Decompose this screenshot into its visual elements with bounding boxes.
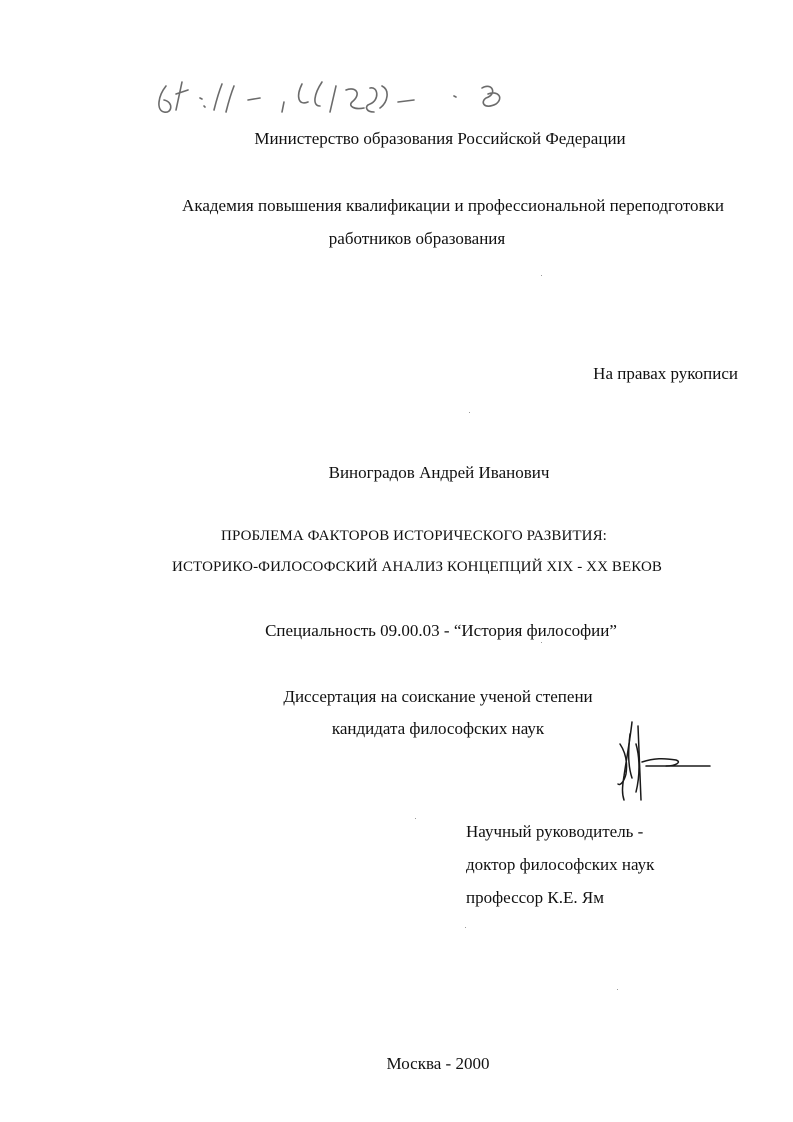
scan-speck [415,818,416,819]
handwritten-archive-number [152,72,522,134]
academy-name-line2: работников образования [328,229,506,248]
specialty: Специальность 09.00.03 - “История философии” [265,621,617,640]
scan-speck [465,927,466,928]
manuscript-rights: На правах рукописи [593,364,738,383]
supervisor-name: профессор К.Е. Ям [466,888,604,907]
degree-line2: кандидата философских наук [331,719,545,738]
supervisor-degree: доктор философских наук [466,855,655,874]
author-name: Виноградов Андрей Иванович [328,463,550,482]
scan-speck [469,412,470,413]
city-year: Москва - 2000 [386,1054,490,1073]
dissertation-title-line1: ПРОБЛЕМА ФАКТОРОВ ИСТОРИЧЕСКОГО РАЗВИТИЯ: [221,528,607,544]
scan-speck [541,275,542,276]
scan-speck [541,642,542,643]
author-signature [606,714,718,810]
ministry-name: Министерство образования Российской Федерации [254,129,626,148]
academy-name-line1: Академия повышения квалификации и профессиональной переподготовки [182,196,724,215]
supervisor-role: Научный руководитель - [466,822,644,841]
dissertation-title-line2: ИСТОРИКО-ФИЛОСОФСКИЙ АНАЛИЗ КОНЦЕПЦИЙ XIX - XX ВЕКОВ [172,559,662,575]
degree-line1: Диссертация на соискание ученой степени [283,687,593,706]
scan-speck [617,989,618,990]
